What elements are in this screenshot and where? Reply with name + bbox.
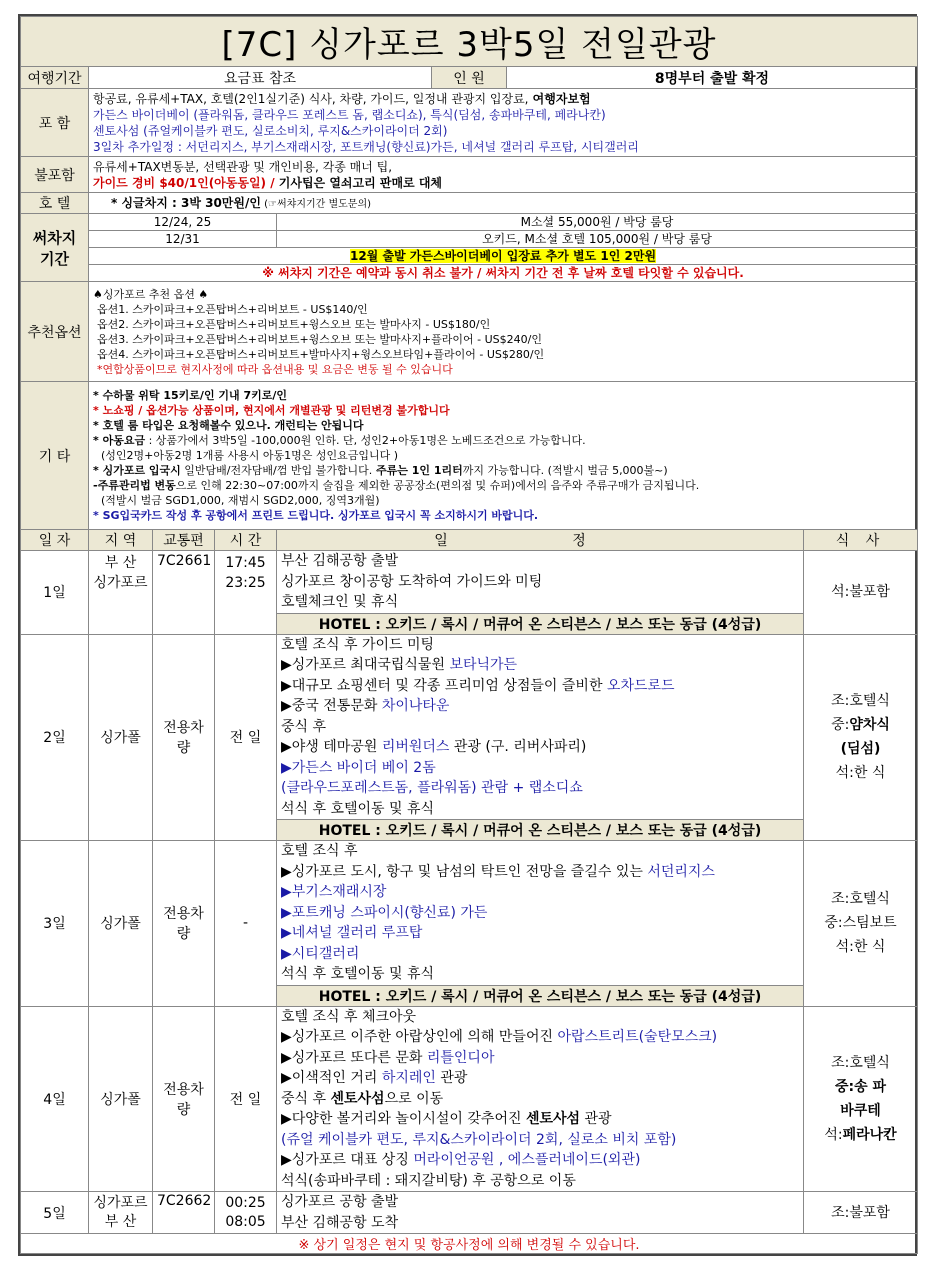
col-header-day: 일 자 <box>21 530 89 551</box>
col-header-meal: 식 사 <box>804 530 918 551</box>
surcharge-notice: 12월 출발 가든스바이더베이 입장료 추가 별도 1인 2만원 <box>89 248 918 265</box>
day-1-transport: 7C2661 <box>153 551 215 635</box>
day-3-plan: 호텔 조식 후 ▶싱가포르 도시, 항구 및 남섬의 탁트인 전망을 즐길수 있는 서던리지스 ▶부기스재래시장 ▶포트캐닝 스파이시(향신료) 가든 ▶네셔널 갤러리 루프탑 ▶시티갤러리 석식 후 호텔이동 및 휴식 <box>277 841 804 986</box>
day-2-region: 싱가폴 <box>89 634 153 841</box>
option-item-4: 옵션4. 스카이파크+오픈탑버스+리버보트+발마사지+윙스오브타임+플라이어 - US$280/인 <box>97 347 545 361</box>
day-4-label: 4일 <box>21 1006 89 1192</box>
hotel-content: * 싱글차지 : 3박 30만원/인 (☞써챠지기간 별도문의) <box>89 193 918 214</box>
day-4-meal: 조:호텔식 중:송 파 바쿠테 석:페라나칸 <box>804 1006 918 1192</box>
etc-line-8: (적발시 벌금 SGD1,000, 재범시 SGD2,000, 징역3개월) <box>101 494 380 507</box>
col-header-time: 시 간 <box>215 530 277 551</box>
surcharge-date-2: 12/31 <box>89 231 277 248</box>
etc-line-6: * 싱가포르 입국시 일반담배/전자담배/껌 반입 불가합니다. 주류는 1인 1리터까지 가능합니다. (적발시 벌금 5,000불~) <box>93 464 668 477</box>
surcharge-date-1: 12/24, 25 <box>89 214 277 231</box>
etc-line-5: (성인2명+아동2명 1개룸 사용시 아동1명은 성인요금입니다 ) <box>101 449 399 462</box>
day-1-time: 17:45 23:25 <box>215 551 277 635</box>
include-line-2: 가든스 바이더베이 (플라워돔, 클라우드 포레스트 돔, 랩소디쇼), 특식(딤섬, 송파바쿠테, 페라나칸) <box>93 107 606 122</box>
day-1-label: 1일 <box>21 551 89 635</box>
day-row-3 <box>21 841 918 986</box>
day-4-region: 싱가폴 <box>89 1006 153 1192</box>
period-value: 요금표 참조 <box>89 67 432 89</box>
day-2-transport: 전용차량 <box>153 634 215 841</box>
hotel-label: 호 텔 <box>21 193 89 214</box>
day-row-2 <box>21 634 918 820</box>
day-1-region: 부 산 싱가포르 <box>89 551 153 635</box>
period-label: 여행기간 <box>21 67 89 89</box>
day-3-meal: 조:호텔식 중:스팀보트 석:한 식 <box>804 841 918 1007</box>
option-item-2: 옵션2. 스카이파크+오픈탑버스+리버보트+윙스오브 또는 발마사지 - US$180/인 <box>97 317 491 331</box>
day-4-time: 전 일 <box>215 1006 277 1192</box>
exclude-label: 불포함 <box>21 157 89 193</box>
day-2-meal: 조:호텔식 중:얌차식 (딤섬) 석:한 식 <box>804 634 918 841</box>
itinerary-sheet <box>18 14 917 1256</box>
day-2-hotel: HOTEL : 오키드 / 록시 / 머큐어 온 스티븐스 / 보스 또는 동급 (4성급) <box>277 820 804 841</box>
surcharge-desc-2: 오키드, M소셜 호텔 105,000원 / 박당 룸당 <box>277 231 918 248</box>
day-row-1 <box>21 551 918 614</box>
day-3-region: 싱가폴 <box>89 841 153 1007</box>
surcharge-label: 써차지 기간 <box>21 214 89 282</box>
day-3-transport: 전용차량 <box>153 841 215 1007</box>
day-2-plan: 호텔 조식 후 가이드 미팅 ▶싱가포르 최대국립식물원 보타닉가든 ▶대규모 쇼핑센터 및 각종 프리미엄 상점들이 즐비한 오차드로드 ▶중국 전통문화 차이나타운 중식 후 ▶야생 테마공원 리버원더스 관광 (구. 리버사파리) ▶가든스 바이더 베이 2돔 (클라우드포레스트돔, 플라워돔) 관람 + 랩소디쇼 석식 후 호텔이동 및 휴식 <box>277 634 804 820</box>
day-4-plan: 호텔 조식 후 체크아웃 ▶싱가포르 이주한 아랍상인에 의해 만들어진 아랍스트리트(술탄모스크) ▶싱가포르 또다른 문화 리틀인디아 ▶이색적인 거리 하지레인 관광 중식 후 센토사섬으로 이동 ▶다양한 볼거리와 놀이시설이 갖추어진 센토사섬 관광 (쥬얼 케이블카 편도, 루지&스카이라이더 2회, 실로소 비치 포함) ▶싱가포르 대표 상징 머라이언공원 , 에스플러네이드(외관) 석식(송파바쿠테 : 돼지갈비탕) 후 공항으로 이동 <box>277 1006 804 1192</box>
etc-line-9: * SG입국카드 작성 후 공항에서 프린트 드립니다. 싱가포르 입국시 꼭 소지하시기 바랍니다. <box>93 509 539 522</box>
etc-line-7: -주류관리법 변동으로 인해 22:30~07:00까지 술집을 제외한 공공장소(편의점 및 슈퍼)에서의 음주와 주류구매가 금지됩니다. <box>93 479 700 492</box>
day-row-4 <box>21 1006 918 1192</box>
options-label: 추천옵션 <box>21 282 89 382</box>
option-item-3: 옵션3. 스카이파크+오픈탑버스+리버보트+윙스오브 또는 발마사지+플라이어 - US$240/인 <box>97 332 542 346</box>
include-line-4: 3일차 추가일정 : 서던리지스, 부기스재래시장, 포트캐닝(향신료)가든, 네셔널 갤러리 루프탑, 시티갤러리 <box>93 139 639 154</box>
day-5-region: 싱가포르 부 산 <box>89 1192 153 1234</box>
day-1-hotel: HOTEL : 오키드 / 록시 / 머큐어 온 스티븐스 / 보스 또는 동급 (4성급) <box>277 613 804 634</box>
etc-line-1: * 수하물 위탁 15키로/인 기내 7키로/인 <box>93 389 288 402</box>
day-5-label: 5일 <box>21 1192 89 1234</box>
day-3-hotel: HOTEL : 오키드 / 록시 / 머큐어 온 스티븐스 / 보스 또는 동급 (4성급) <box>277 985 804 1006</box>
day-4-transport: 전용차량 <box>153 1006 215 1192</box>
col-header-transport: 교통편 <box>153 530 215 551</box>
day-5-meal: 조:불포함 <box>804 1192 918 1234</box>
people-value: 8명부터 출발 확정 <box>507 67 918 89</box>
options-note: *연합상품이므로 현지사정에 따라 옵션내용 및 요금은 변동 될 수 있습니다 <box>97 362 453 376</box>
day-3-time: - <box>215 841 277 1007</box>
etc-line-3: * 호텔 룸 타입은 요청해볼수 있으나. 개런티는 안됩니다 <box>93 419 364 432</box>
itinerary-table <box>20 16 918 1254</box>
options-header: ♠싱가포르 추천 옵션 ♠ <box>93 287 209 301</box>
people-label: 인 원 <box>432 67 507 89</box>
footer-note: ※ 상기 일정은 현지 및 항공사정에 의해 변경될 수 있습니다. <box>21 1234 918 1254</box>
exclude-line-2: 가이드 경비 $40/1인(아동동일) / 기사팁은 열쇠고리 판매로 대체 <box>93 175 443 190</box>
exclude-content <box>89 157 918 193</box>
day-3-label: 3일 <box>21 841 89 1007</box>
exclude-line-1: 유류세+TAX변동분, 선택관광 및 개인비용, 각종 매너 팁, <box>93 159 393 174</box>
day-5-plan: 싱가포르 공항 출발 부산 김해공항 도착 <box>277 1192 804 1234</box>
col-header-plan: 일 정 <box>277 530 804 551</box>
day-row-5 <box>21 1192 918 1234</box>
include-line-1: 항공료, 유류세+TAX, 호텔(2인1실기준) 식사, 차량, 가이드, 일정내 관광지 입장료, 여행자보험 <box>93 91 591 106</box>
day-5-time: 00:25 08:05 <box>215 1192 277 1234</box>
option-item-1: 옵션1. 스카이파크+오픈탑버스+리버보트 - US$140/인 <box>97 302 368 316</box>
day-2-time: 전 일 <box>215 634 277 841</box>
etc-label: 기 타 <box>21 382 89 530</box>
page-title: [7C] 싱가포르 3박5일 전일관광 <box>21 17 918 67</box>
day-1-plan: 부산 김해공항 출발 싱가포르 창이공항 도착하여 가이드와 미팅 호텔체크인 및 휴식 <box>277 551 804 614</box>
day-1-meal: 석:불포함 <box>804 551 918 635</box>
surcharge-desc-1: M소셜 55,000원 / 박당 룸당 <box>277 214 918 231</box>
col-header-region: 지 역 <box>89 530 153 551</box>
etc-line-2: * 노쇼핑 / 옵션가능 상품이며, 현지에서 개별관광 및 리턴변경 불가합니다 <box>93 404 450 417</box>
include-line-3: 센토사섬 (쥬얼케이블카 편도, 실로소비치, 루지&스카이라이더 2회) <box>93 123 448 138</box>
etc-content <box>89 382 918 530</box>
day-5-transport: 7C2662 <box>153 1192 215 1234</box>
include-content <box>89 89 918 157</box>
day-2-label: 2일 <box>21 634 89 841</box>
etc-line-4: * 아동요금 : 상품가에서 3박5일 -100,000원 인하. 단, 성인2+아동1명은 노베드조건으로 가능합니다. <box>93 434 586 447</box>
surcharge-warning: ※ 써챠지 기간은 예약과 동시 취소 불가 / 써차지 기간 전 후 날짜 호텔 타잇할 수 있습니다. <box>89 265 918 282</box>
options-content <box>89 282 918 382</box>
include-label: 포 함 <box>21 89 89 157</box>
